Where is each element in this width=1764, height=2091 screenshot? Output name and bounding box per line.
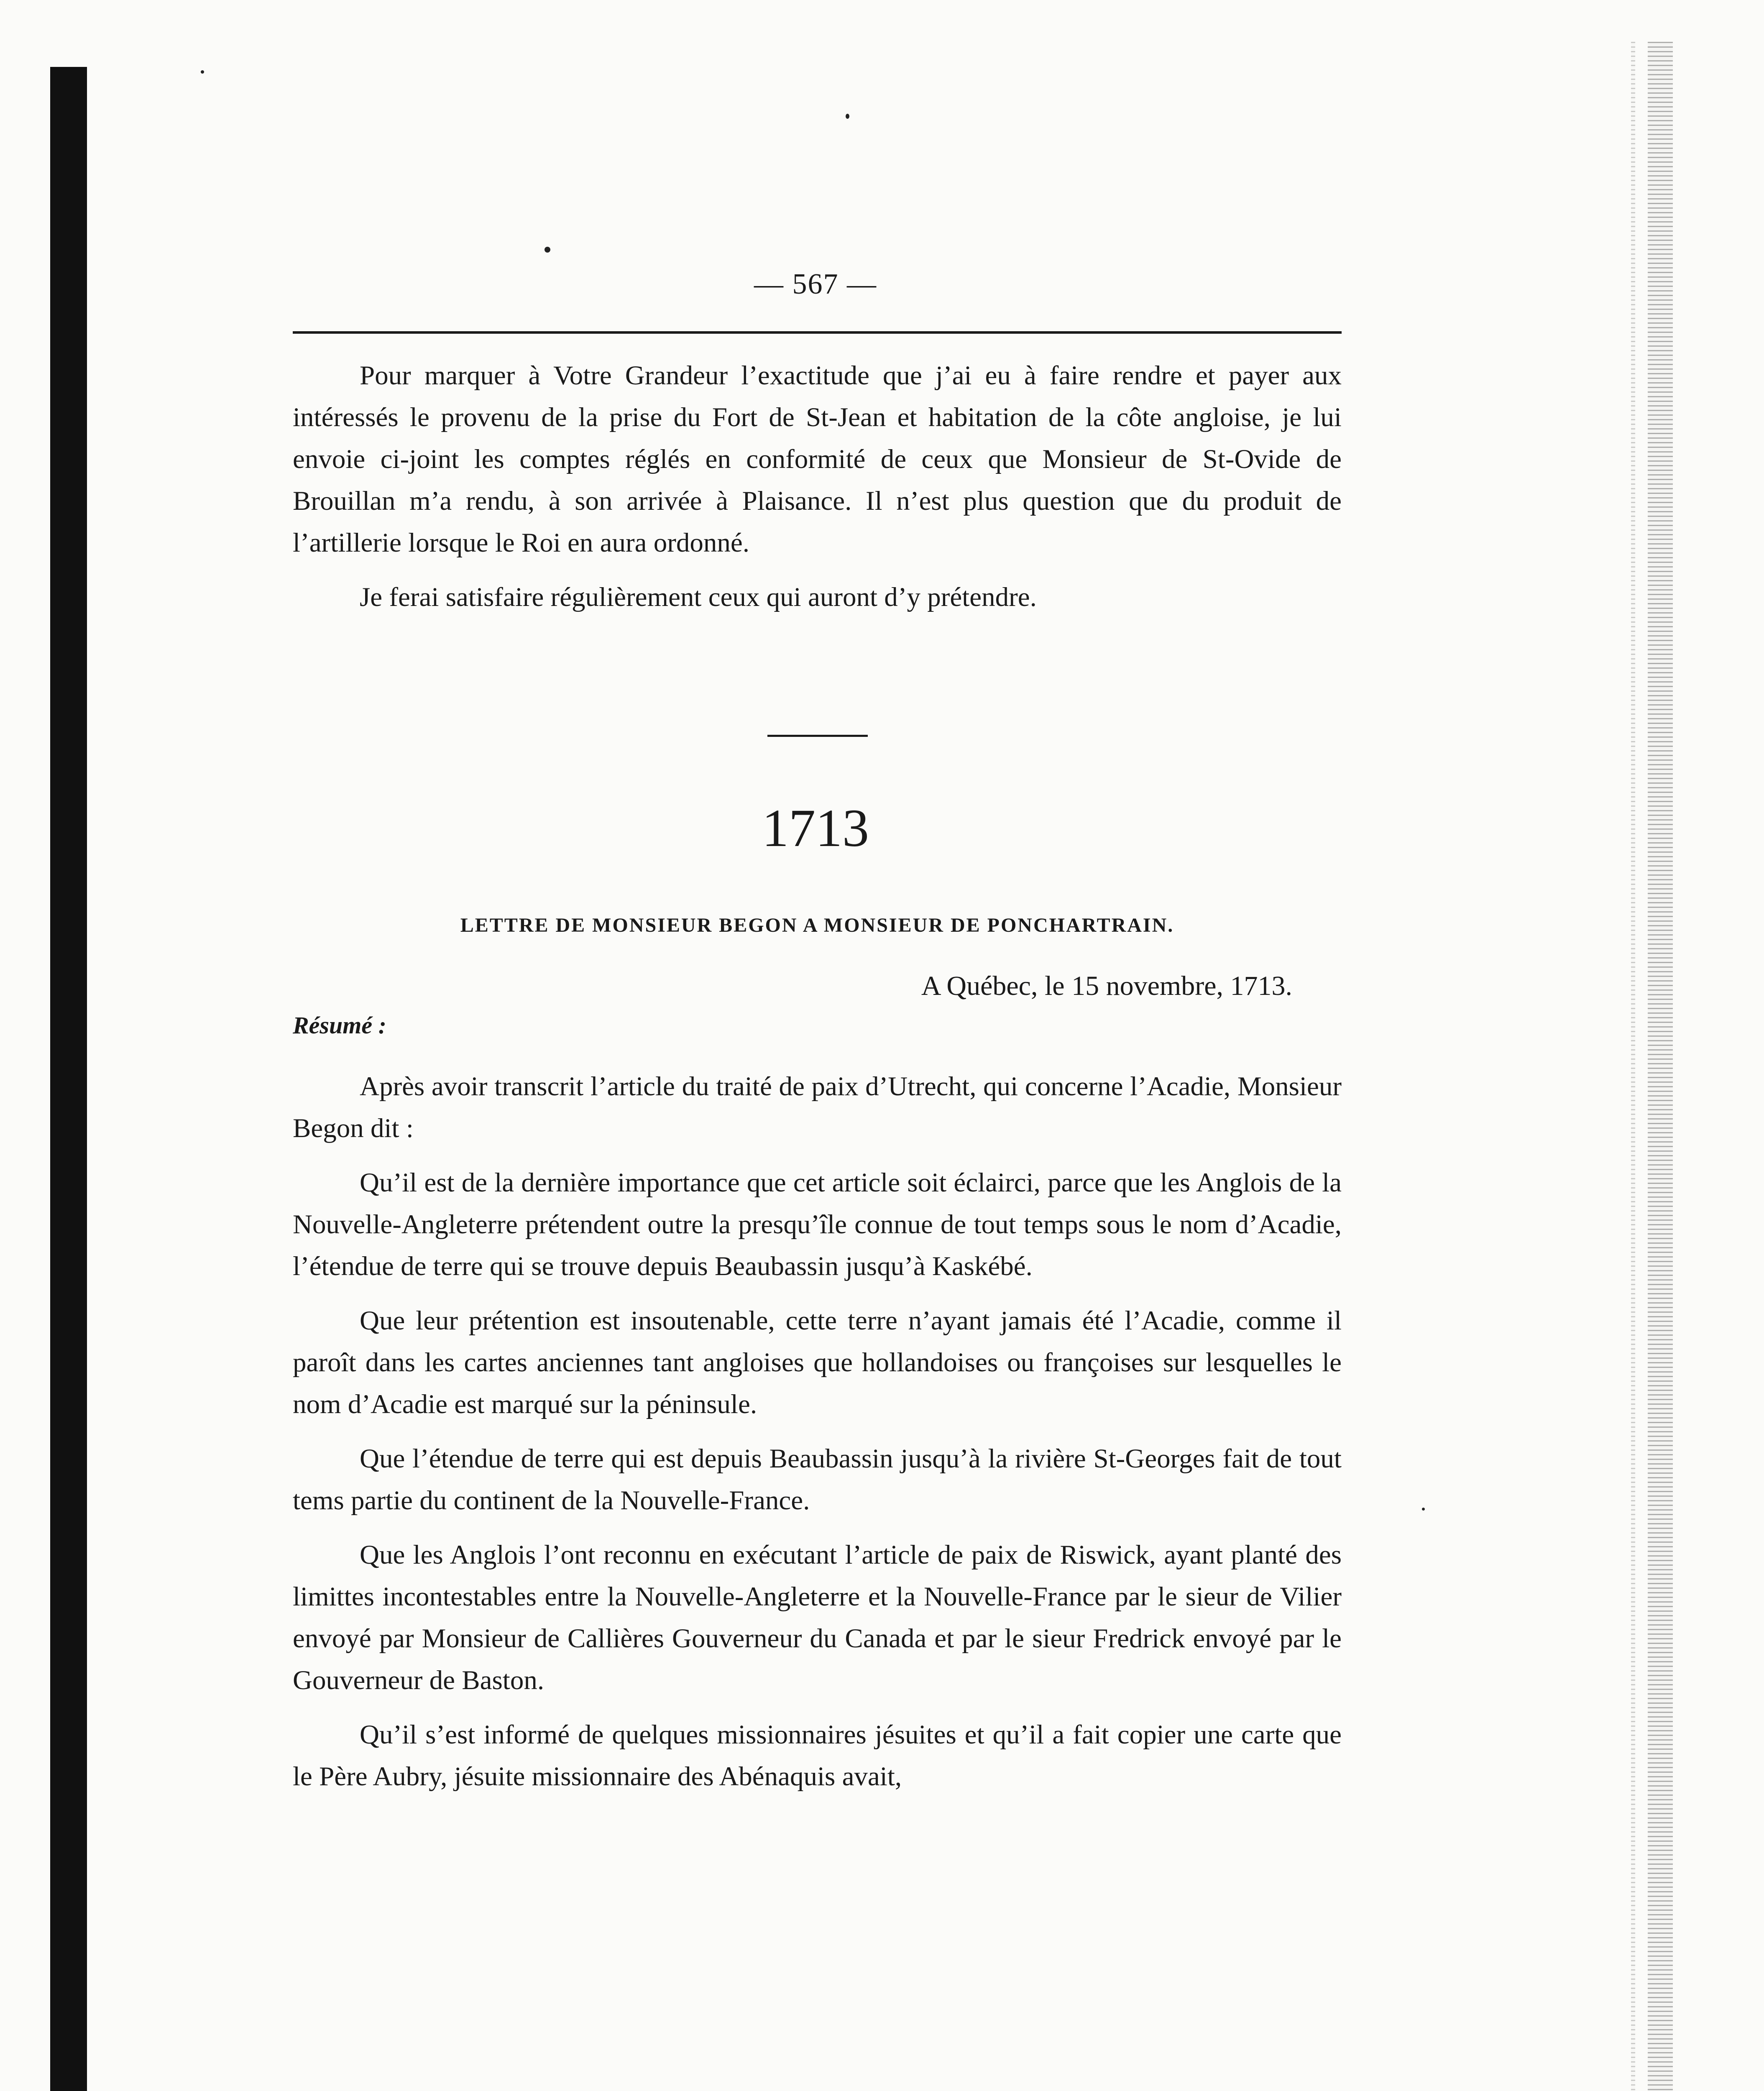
resume-label: Résumé : [293, 1012, 386, 1039]
page-number: — 567 — [754, 268, 877, 300]
paragraph: Qu’il s’est informé de quelques missionnaires jésuites et qu’il a fait copier une carte que le Père Aubry, jésuite missionnaire des Abénaquis avait, [293, 1720, 1342, 1792]
letter-title: LETTRE DE MONSIEUR BEGON A MONSIEUR DE PONCHARTRAIN. [460, 914, 1174, 936]
header-rule [293, 331, 1342, 334]
paragraph: Après avoir transcrit l’article du traité de paix d’Utrecht, qui concerne l’Acadie, Monsieur Begon dit : [293, 1071, 1342, 1143]
paragraph: Qu’il est de la dernière importance que cet article soit éclairci, parce que les Anglois de la Nouvelle-Angleterre prétendent outre la presqu’île connue de tout temps sous le nom d’Acadie, l’étendue de terre qui se trouve depuis Beaubassin jusqu’à Kaskébé. [293, 1168, 1342, 1281]
binding-shadow [50, 67, 87, 2091]
scan-speck [201, 70, 204, 74]
section-year: 1713 [762, 798, 869, 858]
resume-text-block [293, 1066, 1342, 1797]
paragraph: Que leur prétention est insoutenable, cette terre n’ayant jamais été l’Acadie, comme il paroît dans les cartes anciennes tant angloises que hollandoises ou françoises sur lesquelles le nom d’Acadie est marqué sur la péninsule. [293, 1306, 1342, 1419]
scan-speck [846, 114, 849, 119]
page-edge-scan-noise [1648, 42, 1673, 2091]
page-edge-scan-line [1631, 42, 1635, 2091]
paragraph: Que l’étendue de terre qui est depuis Beaubassin jusqu’à la rivière St-Georges fait de tout tems partie du continent de la Nouvelle-France. [293, 1444, 1342, 1516]
paragraph: Je ferai satisfaire régulièrement ceux qui auront d’y prétendre. [360, 582, 1037, 612]
paragraph: Que les Anglois l’ont reconnu en exécutant l’article de paix de Riswick, ayant planté des limittes incontestables entre la Nouvelle-Angleterre et la Nouvelle-France par le sieur de Vilier envoyé par Monsieur de Callières Gouverneur du Canada et par le sieur Fredrick envoyé par le Gouverneur de Baston. [293, 1540, 1342, 1695]
place-date-line: A Québec, le 15 novembre, 1713. [921, 971, 1292, 1001]
scan-speck [1422, 1508, 1425, 1511]
paragraph: Pour marquer à Votre Grandeur l’exactitude que j’ai eu à faire rendre et payer aux intéressés le provenu de la prise du Fort de St-Jean et habitation de la côte angloise, je lui envoie ci-joint les comptes réglés en conformité de ceux que Monsieur de St-Ovide de Brouillan m’a rendu, à son arrivée à Plaisance. Il n’est plus question que du produit de l’artillerie lorsque le Roi en aura ordonné. [293, 360, 1342, 558]
section-separator-rule [767, 735, 868, 737]
scan-speck [545, 247, 550, 253]
top-text-block [293, 355, 1342, 618]
